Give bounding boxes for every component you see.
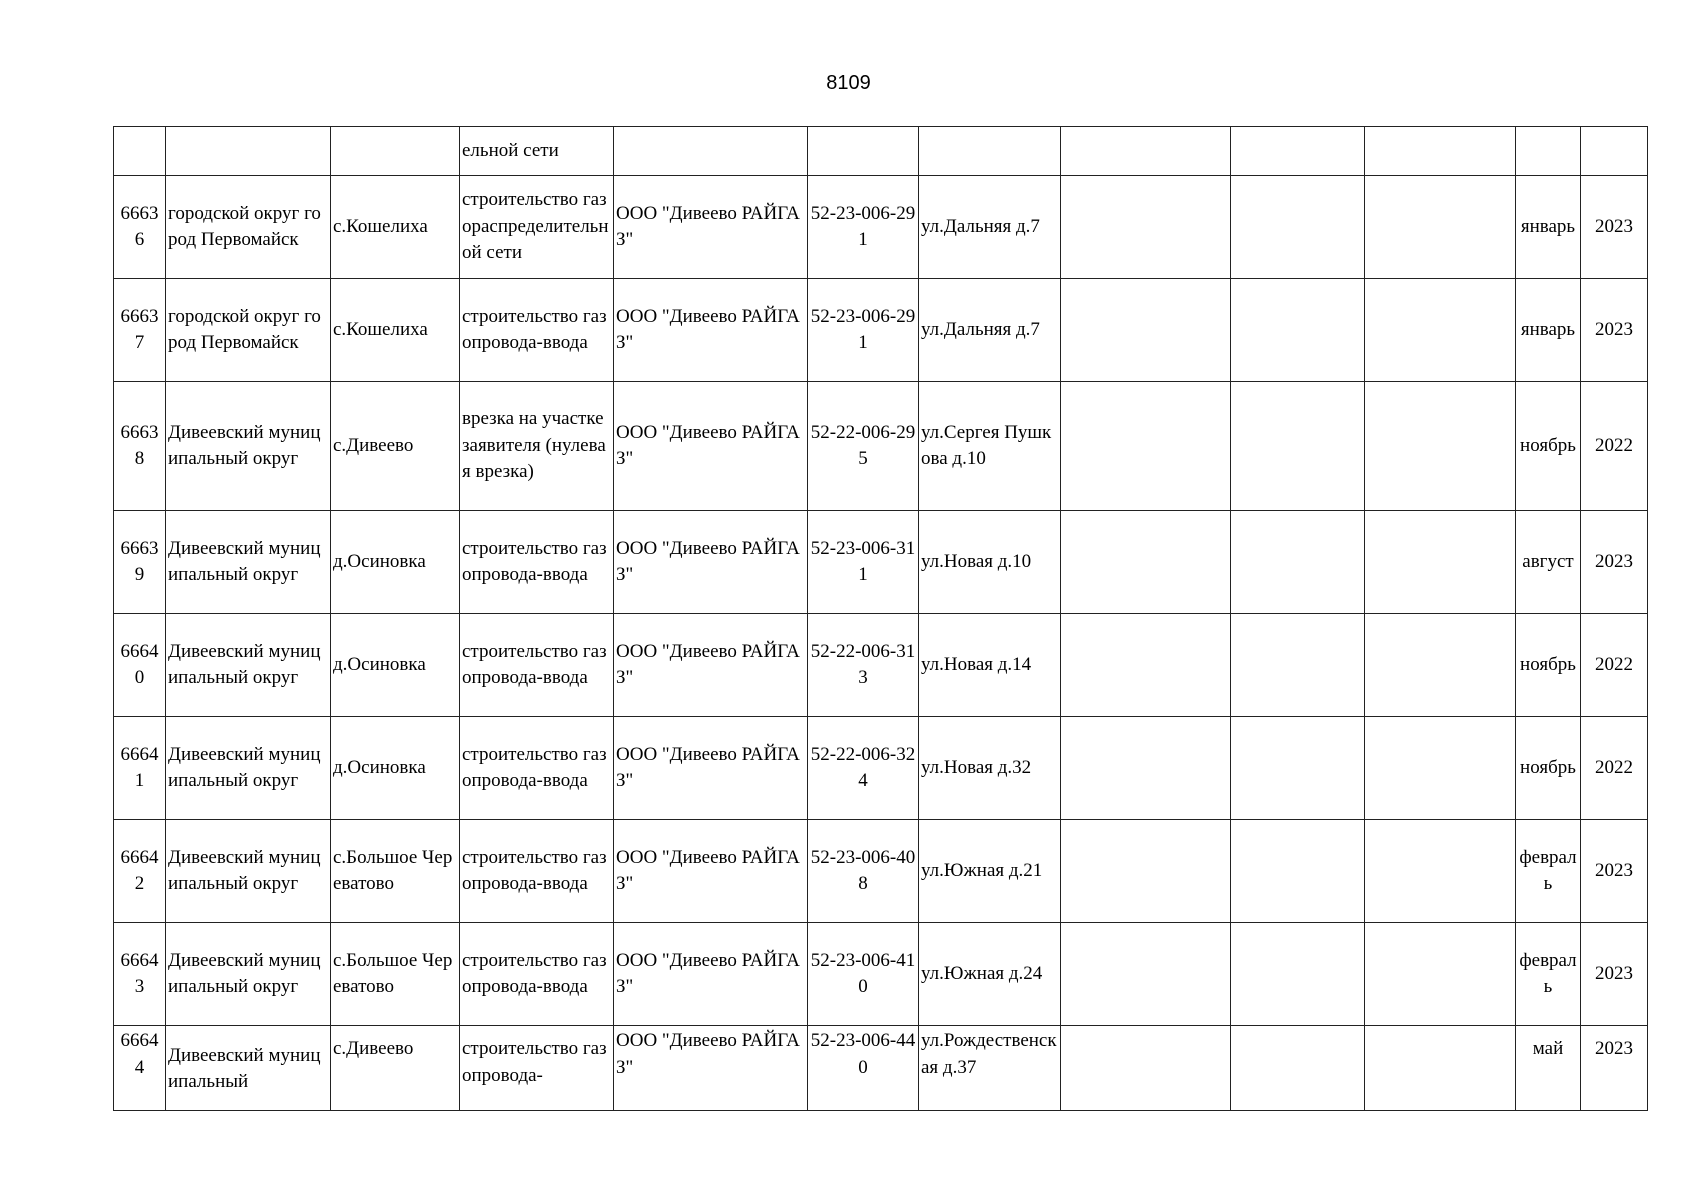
cell-settlement: [331, 127, 460, 176]
cell-type: строительство газопровода-: [460, 1026, 614, 1111]
cell-district: Дивеевский муниципальный округ: [166, 614, 331, 717]
cell-empty: [1365, 511, 1516, 614]
cell-empty: [1061, 127, 1231, 176]
cell-year: [1581, 127, 1648, 176]
cell-type: строительство газопровода-ввода: [460, 614, 614, 717]
cell-empty: [1231, 614, 1365, 717]
cell-settlement: с.Большое Череватово: [331, 820, 460, 923]
cell-code: 52-22-006-313: [808, 614, 919, 717]
cell-org: ООО "Дивеево РАЙГАЗ": [614, 382, 808, 511]
cell-code: 52-23-006-291: [808, 279, 919, 382]
cell-settlement: с.Большое Череватово: [331, 923, 460, 1026]
cell-type: строительство газопровода-ввода: [460, 923, 614, 1026]
cell-year: 2023: [1581, 820, 1648, 923]
cell-empty: [1231, 176, 1365, 279]
cell-type: строительство газопровода-ввода: [460, 820, 614, 923]
cell-empty: [1231, 717, 1365, 820]
cell-address: ул.Новая д.14: [919, 614, 1061, 717]
cell-code: [808, 127, 919, 176]
cell-settlement: с.Кошелиха: [331, 176, 460, 279]
cell-empty: [1365, 1026, 1516, 1111]
cell-num: 66642: [114, 820, 166, 923]
cell-year: 2023: [1581, 923, 1648, 1026]
cell-month: август: [1516, 511, 1581, 614]
cell-org: ООО "Дивеево РАЙГАЗ": [614, 614, 808, 717]
cell-address: ул.Новая д.10: [919, 511, 1061, 614]
cell-code: 52-23-006-408: [808, 820, 919, 923]
cell-district: [166, 127, 331, 176]
table-row: [114, 279, 1648, 382]
cell-num: 66638: [114, 382, 166, 511]
cell-address: ул.Дальняя д.7: [919, 176, 1061, 279]
table-row: [114, 717, 1648, 820]
cell-type: ельной сети: [460, 127, 614, 176]
cell-settlement: д.Осиновка: [331, 511, 460, 614]
cell-empty: [1231, 279, 1365, 382]
cell-empty: [1231, 820, 1365, 923]
cell-year: 2023: [1581, 176, 1648, 279]
cell-address: [919, 127, 1061, 176]
cell-settlement: д.Осиновка: [331, 614, 460, 717]
cell-address: ул.Южная д.24: [919, 923, 1061, 1026]
cell-num: 66644: [114, 1026, 166, 1111]
cell-num: 66637: [114, 279, 166, 382]
cell-year: 2022: [1581, 614, 1648, 717]
cell-district: городской округ город Первомайск: [166, 279, 331, 382]
cell-num: 66639: [114, 511, 166, 614]
cell-month: май: [1516, 1026, 1581, 1111]
cell-code: 52-23-006-311: [808, 511, 919, 614]
table-row-continuation: [114, 127, 1648, 176]
cell-address: ул.Южная д.21: [919, 820, 1061, 923]
cell-empty: [1061, 382, 1231, 511]
cell-type: врезка на участке заявителя (нулевая врезка): [460, 382, 614, 511]
cell-empty: [1061, 820, 1231, 923]
cell-num: 66640: [114, 614, 166, 717]
cell-type: строительство газопровода-ввода: [460, 717, 614, 820]
cell-month: январь: [1516, 176, 1581, 279]
cell-address: ул.Рождественская д.37: [919, 1026, 1061, 1111]
cell-org: ООО "Дивеево РАЙГАЗ": [614, 1026, 808, 1111]
cell-district: Дивеевский муниципальный округ: [166, 717, 331, 820]
cell-empty: [1365, 614, 1516, 717]
cell-org: ООО "Дивеево РАЙГАЗ": [614, 279, 808, 382]
page-number: 8109: [826, 72, 871, 94]
cell-month: ноябрь: [1516, 382, 1581, 511]
cell-settlement: д.Осиновка: [331, 717, 460, 820]
cell-empty: [1061, 511, 1231, 614]
cell-org: ООО "Дивеево РАЙГАЗ": [614, 820, 808, 923]
table-body: [114, 127, 1648, 1111]
cell-empty: [1061, 717, 1231, 820]
cell-code: 52-23-006-440: [808, 1026, 919, 1111]
table-row: [114, 1026, 1648, 1111]
cell-district: городской округ город Первомайск: [166, 176, 331, 279]
cell-empty: [1231, 127, 1365, 176]
cell-empty: [1365, 279, 1516, 382]
data-table: [113, 126, 1648, 1111]
cell-empty: [1365, 717, 1516, 820]
cell-year: 2023: [1581, 1026, 1648, 1111]
cell-month: февраль: [1516, 820, 1581, 923]
cell-year: 2022: [1581, 717, 1648, 820]
cell-empty: [1061, 923, 1231, 1026]
cell-type: строительство газопровода-ввода: [460, 279, 614, 382]
cell-empty: [1061, 1026, 1231, 1111]
cell-settlement: с.Дивеево: [331, 382, 460, 511]
cell-org: ООО "Дивеево РАЙГАЗ": [614, 511, 808, 614]
table-row: [114, 176, 1648, 279]
cell-empty: [1365, 127, 1516, 176]
cell-num: 66643: [114, 923, 166, 1026]
cell-empty: [1061, 279, 1231, 382]
cell-type: строительство газопровода-ввода: [460, 511, 614, 614]
cell-empty: [1365, 176, 1516, 279]
cell-address: ул.Новая д.32: [919, 717, 1061, 820]
cell-settlement: с.Кошелиха: [331, 279, 460, 382]
cell-type: строительство газораспределительной сети: [460, 176, 614, 279]
cell-org: [614, 127, 808, 176]
cell-org: ООО "Дивеево РАЙГАЗ": [614, 717, 808, 820]
table-row: [114, 511, 1648, 614]
cell-month: ноябрь: [1516, 717, 1581, 820]
cell-empty: [1365, 382, 1516, 511]
cell-empty: [1365, 820, 1516, 923]
table-row: [114, 820, 1648, 923]
table-row: [114, 382, 1648, 511]
cell-month: ноябрь: [1516, 614, 1581, 717]
cell-district: Дивеевский муниципальный округ: [166, 382, 331, 511]
table-row: [114, 614, 1648, 717]
cell-month: февраль: [1516, 923, 1581, 1026]
cell-month: январь: [1516, 279, 1581, 382]
cell-address: ул.Дальняя д.7: [919, 279, 1061, 382]
cell-num: 66636: [114, 176, 166, 279]
cell-code: 52-22-006-324: [808, 717, 919, 820]
cell-year: 2023: [1581, 279, 1648, 382]
cell-empty: [1231, 1026, 1365, 1111]
cell-month: [1516, 127, 1581, 176]
cell-empty: [1061, 176, 1231, 279]
cell-code: 52-23-006-410: [808, 923, 919, 1026]
cell-code: 52-22-006-295: [808, 382, 919, 511]
cell-empty: [1231, 923, 1365, 1026]
table-row: [114, 923, 1648, 1026]
cell-address: ул.Сергея Пушкова д.10: [919, 382, 1061, 511]
cell-year: 2022: [1581, 382, 1648, 511]
cell-code: 52-23-006-291: [808, 176, 919, 279]
cell-org: ООО "Дивеево РАЙГАЗ": [614, 176, 808, 279]
cell-district: Дивеевский муниципальный округ: [166, 820, 331, 923]
cell-empty: [1061, 614, 1231, 717]
cell-empty: [1365, 923, 1516, 1026]
cell-district: Дивеевский муниципальный округ: [166, 923, 331, 1026]
cell-district: Дивеевский муниципальный округ: [166, 511, 331, 614]
cell-empty: [1231, 382, 1365, 511]
cell-org: ООО "Дивеево РАЙГАЗ": [614, 923, 808, 1026]
cell-num: [114, 127, 166, 176]
cell-settlement: с.Дивеево: [331, 1026, 460, 1111]
cell-empty: [1231, 511, 1365, 614]
cell-district: Дивеевский муниципальный: [166, 1026, 331, 1111]
cell-year: 2023: [1581, 511, 1648, 614]
cell-num: 66641: [114, 717, 166, 820]
